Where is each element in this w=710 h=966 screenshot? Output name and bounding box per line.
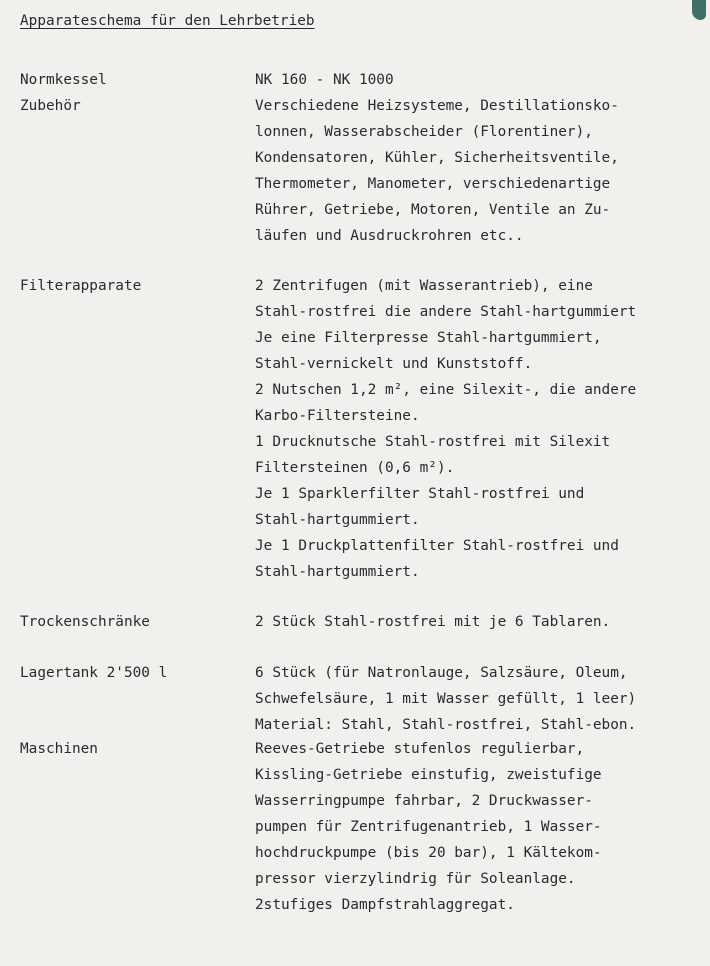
row-label-filterapparate: Filterapparate — [20, 278, 142, 294]
desc-line: hochdruckpumpe (bis 20 bar), 1 Kältekom- — [255, 845, 602, 861]
desc-line: lonnen, Wasserabscheider (Florentiner), — [255, 124, 593, 140]
row-label-trockenschraenke: Trockenschränke — [20, 614, 150, 630]
desc-line: läufen und Ausdruckrohren etc.. — [255, 228, 524, 244]
row-desc-normkessel — [255, 67, 394, 93]
desc-line: Material: Stahl, Stahl-rostfrei, Stahl-ebon. — [255, 717, 637, 733]
row-desc-maschinen — [255, 736, 602, 918]
desc-line: Rührer, Getriebe, Motoren, Ventile an Zu- — [255, 202, 611, 218]
desc-line: Karbo-Filtersteine. — [255, 408, 420, 424]
desc-line: Reeves-Getriebe stufenlos regulierbar, — [255, 741, 585, 757]
desc-line: 6 Stück (für Natronlauge, Salzsäure, Oleum, — [255, 665, 628, 681]
desc-line: Stahl-vernickelt und Kunststoff. — [255, 356, 533, 372]
desc-line: Stahl-hartgummiert. — [255, 564, 420, 580]
desc-line: Verschiedene Heizsysteme, Destillationsko- — [255, 98, 619, 114]
ink-blot-mark — [692, 0, 706, 20]
row-label-zubehoer: Zubehör — [20, 98, 81, 114]
desc-line: 2 Nutschen 1,2 m², eine Silexit-, die andere — [255, 382, 637, 398]
desc-line: Kissling-Getriebe einstufig, zweistufige — [255, 767, 602, 783]
desc-line: pumpen für Zentrifugenantrieb, 1 Wasser- — [255, 819, 602, 835]
row-desc-zubehoer — [255, 93, 619, 249]
desc-line: NK 160 - NK 1000 — [255, 72, 394, 88]
desc-line: Filtersteinen (0,6 m²). — [255, 460, 455, 476]
row-desc-filterapparate — [255, 273, 636, 585]
desc-line: Kondensatoren, Kühler, Sicherheitsventile, — [255, 150, 619, 166]
row-label-lagertank: Lagertank 2'500 l — [20, 665, 168, 681]
row-desc-trockenschraenke — [255, 609, 610, 635]
desc-line: 2 Stück Stahl-rostfrei mit je 6 Tablaren. — [255, 614, 611, 630]
desc-line: Je eine Filterpresse Stahl-hartgummiert, — [255, 330, 602, 346]
desc-line: Schwefelsäure, 1 mit Wasser gefüllt, 1 leer) — [255, 691, 637, 707]
row-desc-lagertank — [255, 660, 636, 738]
desc-line: Je 1 Druckplattenfilter Stahl-rostfrei und — [255, 538, 619, 554]
row-label-maschinen: Maschinen — [20, 741, 98, 757]
desc-line: Stahl-hartgummiert. — [255, 512, 420, 528]
desc-line: 2 Zentrifugen (mit Wasserantrieb), eine — [255, 278, 593, 294]
desc-line: Stahl-rostfrei die andere Stahl-hartgummiert — [255, 304, 637, 320]
desc-line: Je 1 Sparklerfilter Stahl-rostfrei und — [255, 486, 585, 502]
desc-line: 2stufiges Dampfstrahlaggregat. — [255, 897, 515, 913]
desc-line: pressor vierzylindrig für Soleanlage. — [255, 871, 576, 887]
desc-line: Wasserringpumpe fahrbar, 2 Druckwasser- — [255, 793, 593, 809]
desc-line: 1 Drucknutsche Stahl-rostfrei mit Silexit — [255, 434, 611, 450]
desc-line: Thermometer, Manometer, verschiedenartige — [255, 176, 611, 192]
document-title: Apparateschema für den Lehrbetrieb — [20, 13, 315, 29]
row-label-normkessel: Normkessel — [20, 72, 107, 88]
